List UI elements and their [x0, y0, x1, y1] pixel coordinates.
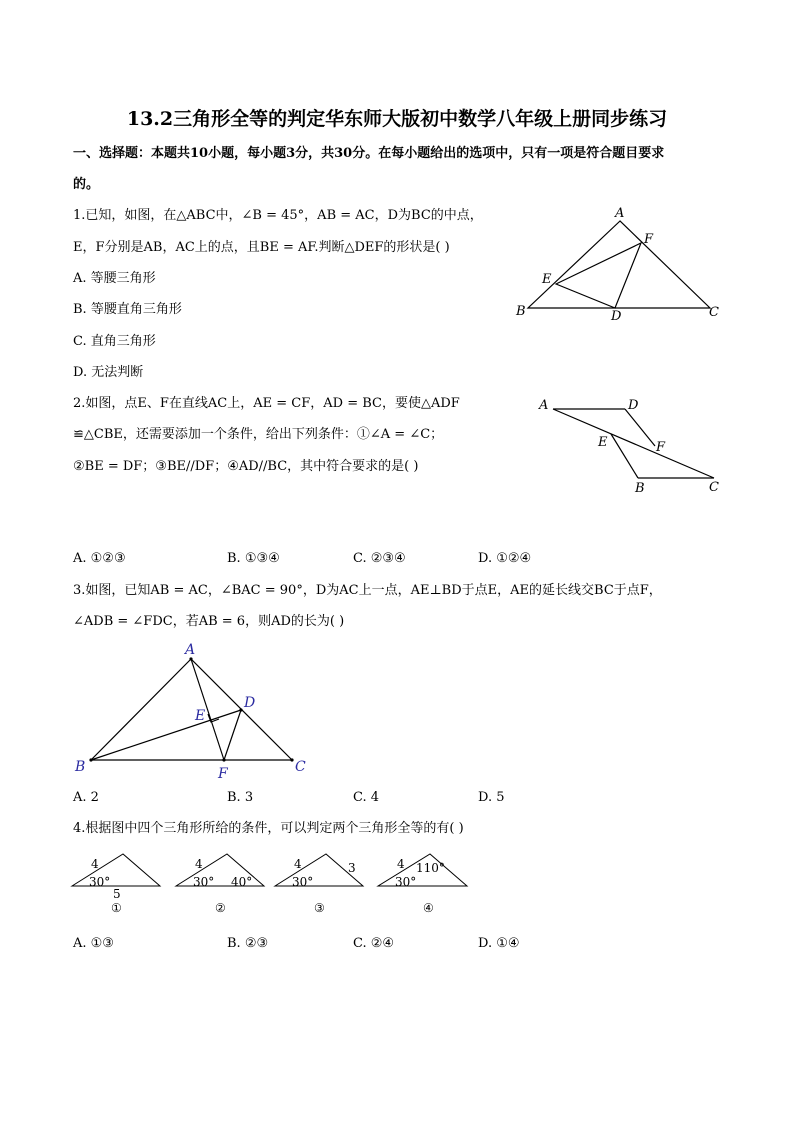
- q4-t4-side: 4: [397, 857, 405, 871]
- q4-triangle-1: [72, 854, 160, 886]
- q4-option-d: D. ①④: [478, 936, 520, 951]
- q2-option-c: C. ②③④: [353, 551, 406, 566]
- q2-stem-line1: 2.如图，点E、F在直线AC上，AE = CF，AD = BC，要使△ADF: [73, 396, 460, 411]
- q4-t3-side: 4: [294, 857, 302, 871]
- q1-label-e: E: [542, 272, 552, 287]
- q4-t2-extra: 40°: [231, 875, 253, 889]
- q1-option-b: B. 等腰直角三角形: [73, 302, 182, 317]
- section-heading-line2: 的。: [73, 177, 100, 192]
- q2-stem-line3: ②BE = DF；③BE//DF；④AD//BC，其中符合要求的是( ): [73, 459, 419, 474]
- q1-stem-line2: E，F分别是AB，AC上的点，且BE = AF.判断△DEF的形状是( ): [73, 240, 450, 255]
- q4-t2-label: ②: [215, 901, 226, 915]
- q3-stem-line2: ∠ADB = ∠FDC，若AB = 6，则AD的长为( ): [73, 614, 345, 629]
- q2-label-d: D: [628, 398, 639, 413]
- q2-option-d: D. ①②④: [478, 551, 532, 566]
- q2-option-b: B. ①③④: [227, 551, 280, 566]
- q4-t1-side: 4: [91, 857, 99, 871]
- q4-stem: 4.根据图中四个三角形所给的条件，可以判定两个三角形全等的有( ): [73, 821, 464, 836]
- q3-label-e: E: [195, 708, 206, 724]
- q4-t1-extra: 5: [113, 887, 121, 901]
- q2-label-f: F: [656, 440, 666, 455]
- q4-t2-angle: 30°: [193, 875, 215, 889]
- q3-label-f: F: [218, 766, 228, 782]
- q4-option-c: C. ②④: [353, 936, 395, 951]
- q4-t3-extra: 3: [348, 861, 356, 875]
- q2-label-b: B: [635, 481, 645, 496]
- q4-t3-label: ③: [314, 901, 325, 915]
- q4-t2-side: 4: [195, 857, 203, 871]
- q4-t4-extra: 110°: [416, 861, 445, 875]
- q1-label-d: D: [611, 309, 622, 324]
- q1-stem-line1: 1.已知，如图，在△ABC中，∠B = 45°，AB = AC，D为BC的中点，: [73, 208, 483, 223]
- q3-stem-line1: 3.如图，已知AB = AC，∠BAC = 90°，D为AC上一点，AE⊥BD于点E，AE的延长线交BC于点F，: [73, 583, 662, 598]
- q4-t3-angle: 30°: [292, 875, 314, 889]
- q2-label-c: C: [709, 480, 719, 495]
- q4-t4-label: ④: [423, 901, 434, 915]
- q4-t4-angle: 30°: [395, 875, 417, 889]
- q1-label-c: C: [709, 305, 719, 320]
- q2-option-a: A. ①②③: [73, 551, 126, 566]
- q1-option-c: C. 直角三角形: [73, 334, 156, 349]
- q3-label-c: C: [295, 759, 306, 775]
- q3-option-a: A. 2: [73, 790, 99, 805]
- q4-t1-label: ①: [111, 901, 122, 915]
- q3-option-c: C. 4: [353, 790, 380, 805]
- q4-t1-angle: 30°: [89, 875, 111, 889]
- q2-label-e: E: [598, 435, 608, 450]
- q2-stem-line2: ≌△CBE，还需要添加一个条件，给出下列条件：①∠A = ∠C；: [73, 427, 444, 442]
- page-title: 13.2三角形全等的判定华东师大版初中数学八年级上册同步练习: [126, 108, 668, 130]
- q3-label-a: A: [185, 642, 196, 658]
- q3-label-d: D: [244, 695, 256, 711]
- q4-option-a: A. ①③: [73, 936, 114, 951]
- q1-option-d: D. 无法判断: [73, 365, 144, 380]
- q3-option-b: B. 3: [227, 790, 254, 805]
- q1-label-a: A: [615, 206, 625, 221]
- q3-option-d: D. 5: [478, 790, 505, 805]
- q1-option-a: A. 等腰三角形: [73, 271, 156, 286]
- q4-option-b: B. ②③: [227, 936, 269, 951]
- q3-label-b: B: [75, 759, 86, 775]
- section-heading-line1: 一、选择题：本题共10小题，每小题3分，共30分。在每小题给出的选项中，只有一项是符合题目要求: [73, 146, 665, 161]
- q1-label-f: F: [644, 232, 654, 247]
- q2-label-a: A: [539, 398, 549, 413]
- q1-label-b: B: [516, 304, 526, 319]
